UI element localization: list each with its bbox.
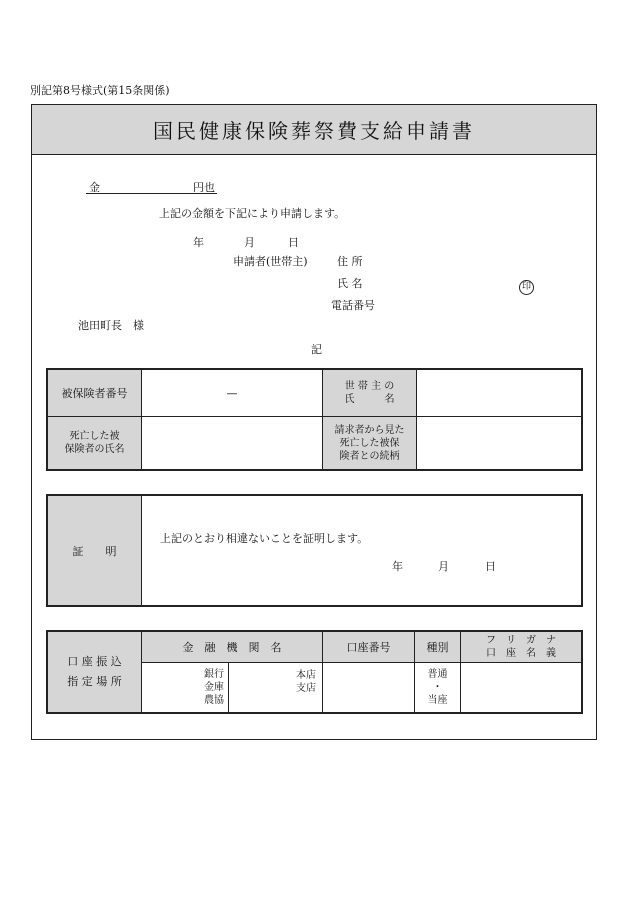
applicant-address-label: 住 所: [337, 255, 363, 268]
application-statement: 上記の金額を下記により申請します。: [159, 207, 346, 220]
account-number-field[interactable]: [323, 663, 415, 713]
date-year: 年: [193, 236, 204, 249]
institution-type-field[interactable]: 銀行 金庫 農協: [142, 663, 229, 713]
ki-label: 記: [311, 343, 322, 356]
certification-label: 証 明: [48, 496, 142, 605]
applicant-phone-label: 電話番号: [331, 299, 375, 312]
certification-text: 上記のとおり相違ないことを証明します。: [160, 532, 369, 545]
deceased-name-label: 死亡した被 保険者の氏名: [48, 417, 142, 470]
certification-year: 年: [392, 560, 403, 573]
account-type-field[interactable]: 普通 ・ 当座: [415, 663, 461, 713]
insured-number-label: 被保険者番号: [48, 370, 142, 417]
addressee: 池田町長 様: [78, 319, 144, 332]
certification-month: 月: [438, 560, 449, 573]
insured-number-value[interactable]: —: [142, 370, 323, 417]
bank-side-label: 口 座 振 込 指 定 場 所: [48, 632, 142, 713]
info-table: [47, 369, 582, 470]
relation-field[interactable]: [417, 417, 582, 470]
householder-name-label: 世 帯 主 の 氏 名: [323, 370, 417, 417]
account-type-header: 種別: [415, 632, 461, 663]
institution-header: 金 融 機 関 名: [142, 632, 323, 663]
applicant-name-label: 氏 名: [337, 277, 363, 290]
certification-day: 日: [485, 560, 496, 573]
relation-label: 請求者から見た 死亡した被保 険者との続柄: [323, 417, 417, 470]
applicant-label: 申請者(世帯主): [233, 255, 308, 268]
account-holder-field[interactable]: [461, 663, 582, 713]
amount-prefix: 金: [89, 181, 100, 194]
bank-table: [47, 631, 582, 713]
furigana-header: フ リ ガ ナ 口 座 名 義: [461, 632, 582, 663]
form-number: 別記第8号様式(第15条関係): [30, 84, 170, 97]
date-month: 月: [244, 236, 255, 249]
householder-name-field[interactable]: [417, 370, 582, 417]
deceased-name-field[interactable]: [142, 417, 323, 470]
date-day: 日: [288, 236, 299, 249]
account-number-header: 口座番号: [323, 632, 415, 663]
form-title: 国民健康保険葬祭費支給申請書: [32, 105, 596, 155]
seal-icon: 印: [519, 274, 534, 295]
branch-type-field[interactable]: 本店 支店: [229, 663, 323, 713]
amount-suffix: 円也: [193, 181, 215, 194]
